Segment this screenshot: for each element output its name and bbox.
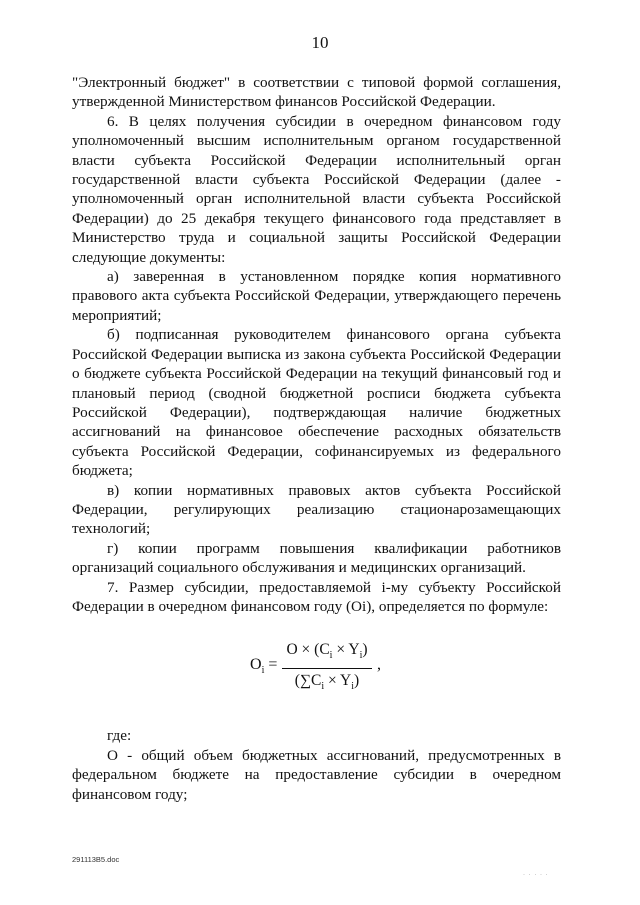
document-body bbox=[72, 73, 561, 804]
formula-numerator: $O \times (C_i \times Y_i)$ bbox=[282, 640, 372, 669]
spacer bbox=[72, 692, 561, 726]
formula-comma: , bbox=[377, 656, 381, 674]
paragraph-6a: а) заверенная в установленном порядке копия нормативного правового акта субъекта Российской Федерации, утверждающего перечень мероприятий; bbox=[72, 268, 561, 324]
footer-file-code: 291113B5.doc bbox=[72, 855, 120, 864]
paragraph-6: 6. В целях получения субсидии в очередном финансовом году уполномоченный высшим исполнительным органом государственной власти субъекта Российской Федерации исполнительный орган государственной власти субъекта Российской Федерации (далее - уполномоченный орган исполнительной власти субъекта Российской Федерации) до 25 декабря текущего финансового года представляет в Министерство труда и социальной защиты Российской Федерации следующие документы: bbox=[72, 112, 561, 266]
subsidy-formula bbox=[72, 640, 561, 692]
paragraph-6v: в) копии нормативных правовых актов субъекта Российской Федерации, регулирующих реализацию стационарозамещающих технологий; bbox=[72, 481, 561, 538]
paragraph-6b: б) подписанная руководителем финансового органа субъекта Российской Федерации выписка из закона субъекта Российской Федерации о бюджете субъекта Российской Федерации на текущий финансовый год и плановый период (сводной бюджетной росписи бюджета субъекта Российской Федерации), подтверждающая наличие бюджетных ассигнований на финансовое обеспечение расходных обязательств субъекта Российской Федерации, софинансируемых из федерального бюджета; bbox=[72, 326, 561, 480]
paragraph-continuation: "Электронный бюджет" в соответствии с типовой формой соглашения, утвержденной Министерством финансов Российской Федерации. bbox=[72, 74, 561, 111]
scan-mark: · · · · · bbox=[523, 872, 549, 878]
paragraph-6g: г) копии программ повышения квалификации работников организаций социального обслуживания и медицинских организаций. bbox=[72, 539, 561, 577]
definition-o: О - общий объем бюджетных ассигнований, предусмотренных в федеральном бюджете на предоставление субсидии в очередном финансовом году; bbox=[72, 746, 561, 803]
where-label: где: bbox=[107, 727, 132, 745]
formula-denominator: $(\sum C_i \times Y_i)$ bbox=[294, 671, 360, 692]
paragraph-7: 7. Размер субсидии, предоставляемой i-му субъекту Российской Федерации в очередном финансовом году (Oi), определяется по формуле: bbox=[72, 578, 561, 615]
formula-fraction bbox=[282, 640, 372, 696]
page-number: 10 bbox=[311, 33, 329, 52]
formula-lhs: $O_i$ = bbox=[250, 656, 278, 677]
